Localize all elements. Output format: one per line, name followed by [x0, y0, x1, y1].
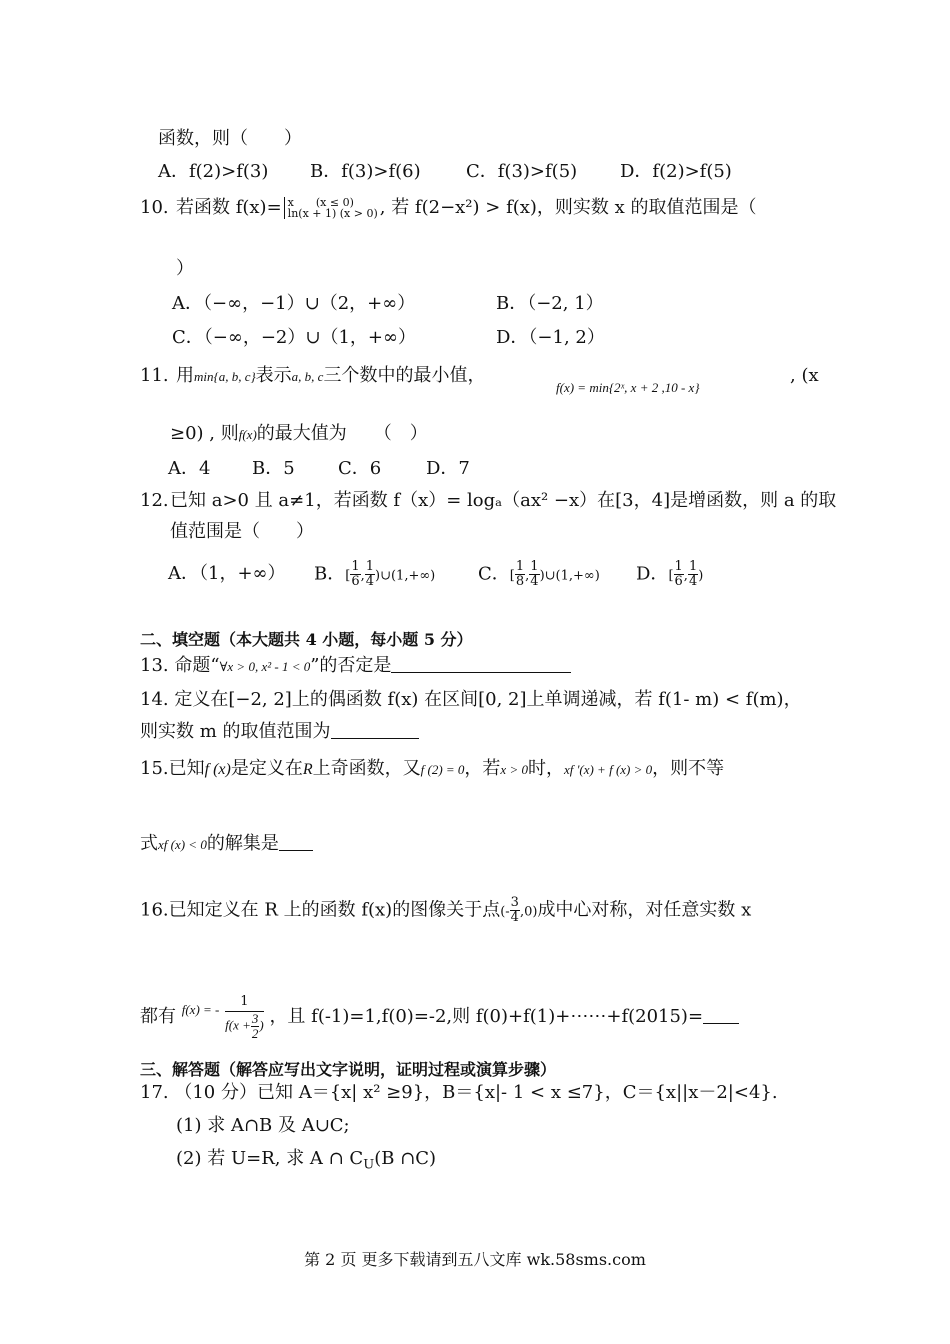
q15-text-2: 上奇函数，又 — [312, 758, 421, 779]
q12-d-frac-2 — [688, 560, 698, 589]
q16-text-1: 16.已知定义在 R 上的函数 f(x)的图像关于点 — [140, 899, 501, 921]
q15-pre: 15.已知 — [140, 758, 205, 779]
q15-fx: f (x) — [204, 761, 231, 778]
q12-c-close: ) — [539, 568, 545, 584]
q13-proposition: ∀x > 0, x² - 1 < 0 — [219, 659, 311, 674]
q12-b-frac-2 — [365, 560, 375, 589]
q16-text-4: ，且 f(-1)=1,f(0)=-2,则 f(0)+f(1)+⋯⋯+f(2015)= — [269, 1006, 704, 1027]
q9-option-d: D．f(2)>f(5) — [620, 161, 732, 182]
q15-line1 — [140, 757, 724, 782]
q11-line1 — [176, 364, 485, 389]
q11-domain-end: ≥0) , 则 — [170, 423, 239, 444]
q16-frac-num: 1 — [225, 993, 264, 1012]
q13-answer-blank[interactable] — [391, 654, 571, 673]
frac-den: 8 — [515, 574, 525, 589]
frac-den: 6 — [674, 574, 683, 589]
q12-number: 12. — [140, 490, 169, 511]
frac-num: 3 — [251, 1011, 259, 1026]
q11-function: f(x) = min{2ˣ, x + 2 ,10 - x} — [556, 380, 700, 395]
q15-line2-post: 的解集是 — [206, 833, 279, 854]
q15-xgt0: x > 0 — [500, 762, 528, 777]
frac-num: 1 — [674, 559, 683, 574]
q14-line1: 14. 定义在[−2, 2]上的偶函数 f(x) 在区间[0, 2]上单调递减，若 f(1- m) < f(m)， — [140, 689, 802, 710]
q17-part-2-tail: (B ∩C) — [374, 1148, 437, 1169]
q11-option-a: A．4 — [168, 458, 211, 479]
q11-min-notation: min{a, b, c} — [194, 369, 256, 384]
q11-text-2: 表示 — [255, 365, 292, 386]
q12-b-union: ∪(1,+∞) — [380, 568, 436, 584]
q12-option-d — [636, 560, 703, 589]
q16-den-post: ) — [259, 1017, 264, 1033]
q12-option-c — [478, 560, 600, 589]
q12-c-label: C． — [478, 563, 510, 585]
q17-part-2 — [176, 1147, 436, 1178]
q13 — [140, 654, 571, 679]
q12-b-label: B． — [314, 563, 346, 585]
q17-part-2-text: (2) 若 U=R, 求 A ∩ C — [176, 1148, 364, 1169]
q11-option-b: B．5 — [252, 458, 295, 479]
q12-b-frac-1 — [350, 560, 360, 589]
q14-line2 — [140, 720, 419, 744]
q11-text-3: 三个数中的最小值， — [323, 365, 486, 386]
frac-num: 1 — [688, 559, 698, 574]
frac-num: 1 — [365, 559, 375, 574]
q9-option-c: C．f(3)>f(5) — [466, 161, 578, 182]
q16-answer-blank[interactable] — [703, 1005, 739, 1024]
q12-b-comma: , — [360, 568, 365, 584]
q16-big-frac — [225, 993, 264, 1041]
q12-option-b — [314, 560, 435, 589]
q9-option-b: B．f(3)>f(6) — [310, 161, 421, 182]
q9-stem: 函数，则（ ） — [158, 128, 302, 149]
q15-line2 — [140, 832, 313, 857]
q15-text-5: ，则不等 — [652, 758, 725, 779]
frac-num: 3 — [510, 895, 519, 910]
frac-num: 1 — [530, 559, 539, 574]
q10-option-d: D．（−1, 2） — [496, 327, 605, 348]
q12-c-union: ∪(1,+∞) — [544, 568, 600, 584]
q11-ask: 的最大值为 （ ） — [256, 423, 428, 444]
q16-frac-den — [225, 1012, 264, 1041]
q12-c-comma: , — [525, 568, 530, 584]
q10-option-a: A．（−∞，−1）∪（2，+∞） — [172, 293, 416, 314]
q12-d-bracket: [ — [668, 568, 674, 584]
section-3-heading: 三、解答题（解答应写出文字说明，证明过程或演算步骤） — [140, 1060, 557, 1079]
q10-post: , 若 f(2−x²) > f(x)，则实数 x 的取值范围是（ — [379, 197, 757, 218]
q12-d-frac-1 — [674, 560, 684, 589]
q12-c-frac-1 — [515, 560, 525, 589]
q14-answer-blank[interactable] — [331, 720, 419, 739]
section-2-heading: 二、填空题（本大题共 4 小题，每小题 5 分） — [140, 630, 473, 649]
q15-inequality: xf (x) < 0 — [158, 837, 207, 852]
q15-f2: f (2) = 0 — [420, 762, 465, 777]
q12-c-frac-2 — [529, 560, 539, 589]
q12-d-close: ) — [698, 568, 704, 584]
q10-piece-1: x (x ≤ 0) — [287, 196, 354, 209]
page-footer: 第 2 页 更多下载请到五八文库 wk.58sms.com — [304, 1250, 646, 1269]
q10-pre: 若函数 f(x)= — [176, 197, 282, 218]
q12-c-bracket: [ — [509, 568, 515, 584]
q16-point-frac — [510, 896, 520, 925]
frac-den: 4 — [365, 574, 375, 589]
q11-line2 — [170, 422, 428, 447]
q15-answer-blank[interactable] — [279, 832, 313, 851]
q17-line1: 17. （10 分）已知 A＝{x| x² ≥9}，B＝{x|- 1 < x ≤7}，C＝{x||x－2|<4}. — [140, 1082, 778, 1103]
q10-stem — [176, 196, 757, 220]
q16-point-post: ,0) — [519, 904, 538, 920]
frac-num: 1 — [515, 559, 525, 574]
q16-text-3: 都有 — [140, 1006, 176, 1027]
frac-den: 2 — [251, 1026, 259, 1041]
q14-line2-text: 则实数 m 的取值范围为 — [140, 721, 331, 742]
q11-option-d: D．7 — [426, 458, 470, 479]
q17-part-1: (1) 求 A∩B 及 A∪C; — [176, 1115, 350, 1136]
q12-line1: 已知 a>0 且 a≠1，若函数 f（x）= logₐ（ax² −x）在[3，4]是增函数，则 a 的取 — [170, 490, 837, 511]
q10-piece-2: ln(x + 1) (x > 0) — [287, 207, 378, 220]
q15-text-3: ，若 — [464, 758, 501, 779]
q10-option-b: B．（−2, 1） — [496, 293, 604, 314]
q15-R: R — [302, 761, 313, 778]
q11-fx: f(x) — [238, 427, 257, 442]
q10-piecewise — [284, 197, 378, 219]
q12-d-comma: , — [683, 568, 688, 584]
q12-b-close: ) — [375, 568, 381, 584]
q16-point-pre: (- — [500, 904, 510, 920]
frac-den: 6 — [351, 574, 360, 589]
q16-line1 — [140, 896, 751, 925]
q16-den-pre: f(x + — [225, 1017, 251, 1033]
q12-line2: 值范围是（ ） — [170, 521, 314, 542]
q15-line2-pre: 式 — [140, 833, 158, 854]
q10-option-c: C．（−∞，−2）∪（1，+∞） — [172, 327, 416, 348]
q11-number: 11. — [140, 365, 169, 386]
q16-fx: f(x) = - — [181, 1002, 220, 1017]
frac-den: 4 — [530, 574, 539, 589]
q17-subscript-u: U — [363, 1157, 375, 1173]
q11-abc: a, b, c — [291, 369, 324, 384]
q10-number: 10. — [140, 197, 169, 218]
frac-num: 1 — [351, 559, 360, 574]
q9-option-a: A．f(2)>f(3) — [158, 161, 269, 182]
q16-line2 — [140, 984, 739, 1041]
q12-d-label: D． — [636, 563, 669, 585]
q15-text-1: 是定义在 — [230, 758, 303, 779]
q13-pre: 13. 命题“ — [140, 655, 220, 676]
frac-den: 4 — [510, 910, 519, 925]
q15-text-4: 时， — [527, 758, 564, 779]
frac-den: 4 — [688, 574, 698, 589]
q11-text-1: 用 — [176, 365, 194, 386]
q13-post: ”的否定是 — [310, 655, 392, 676]
q16-text-2: 成中心对称，对任意实数 x — [537, 899, 752, 921]
q11-option-c: C．6 — [338, 458, 382, 479]
q10-close: ） — [176, 258, 194, 279]
q11-domain-start: , (x — [790, 365, 819, 386]
q12-option-a: A．（1，+∞） — [168, 563, 286, 584]
q15-condition: xf '(x) + f (x) > 0 — [563, 762, 653, 777]
q12-b-bracket: [ — [345, 568, 351, 584]
